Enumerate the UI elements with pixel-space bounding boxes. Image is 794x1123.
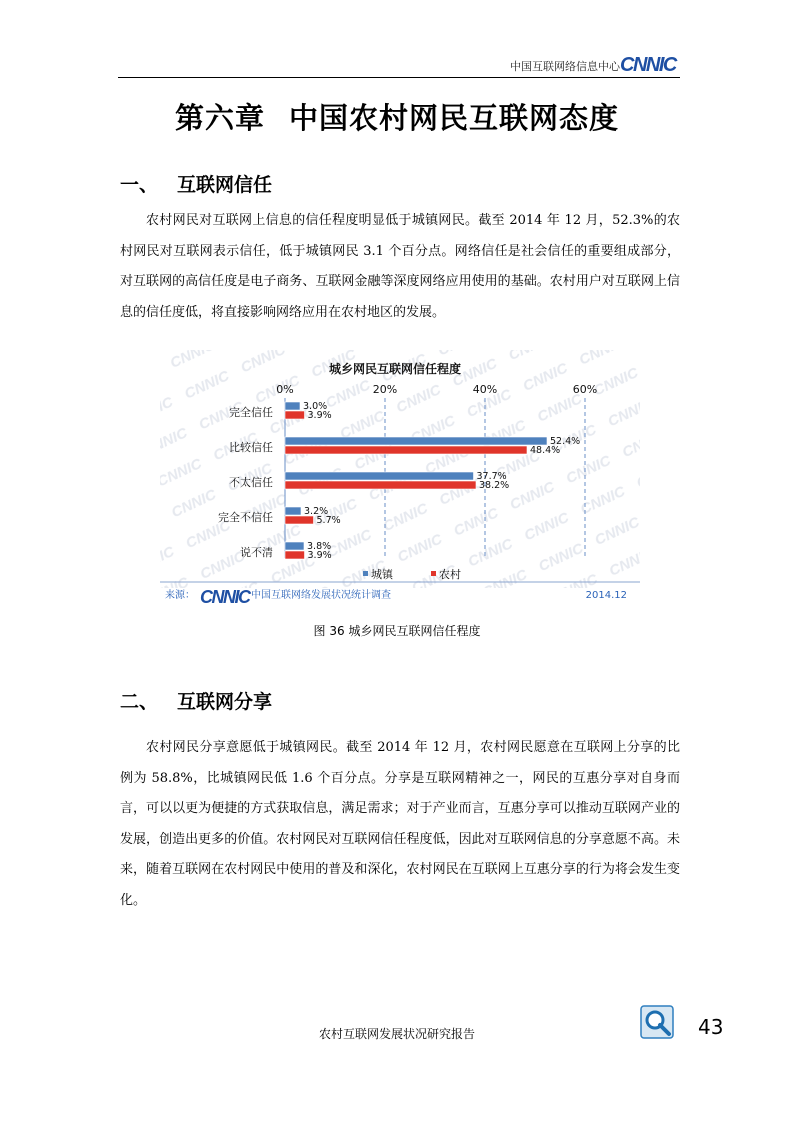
legend-label: 城镇: [371, 568, 393, 581]
data-label: 38.2%: [479, 480, 510, 491]
source-label: 来源：: [165, 590, 195, 601]
paragraph-trust: 农村网民对互联网上信息的信任程度明显低于城镇网民。截至 2014 年 12 月，52.3%的农村网民对互联网表示信任，低于城镇网民 3.1 个百分点。网络信任是社会信任的重要组成部分，对互联网的高信任度是电子商务、互联网金融等深度网络应用使用的基础。农村用户对互联网上信息的信任度低，将直接影响网络应用在农村地区的发展。: [120, 213, 680, 320]
data-label: 3.2%: [304, 506, 329, 517]
section-number: 一、: [120, 174, 159, 196]
source-cnnic-logo: CNNIC: [200, 587, 250, 607]
section-number: 二、: [120, 691, 159, 713]
legend-swatch-城镇: [363, 571, 368, 576]
bar-城镇: [285, 507, 301, 515]
bar-城镇: [285, 402, 300, 410]
x-tick-label: 60%: [572, 383, 598, 396]
x-tick-label: 20%: [372, 383, 398, 396]
chapter-number: 第六章: [174, 101, 265, 135]
footer-report-title: 农村互联网发展状况研究报告: [318, 1027, 475, 1041]
bar-农村: [285, 446, 527, 454]
category-label: 不太信任: [229, 476, 273, 489]
trust-chart: [160, 350, 640, 608]
cnnic-logo-text: CNNIC: [620, 54, 676, 74]
bar-农村: [285, 411, 305, 419]
bar-农村: [285, 516, 314, 524]
data-label: 3.0%: [303, 401, 328, 412]
chapter-title: [0, 96, 794, 137]
data-label: 3.8%: [307, 541, 332, 552]
report-magnifier-icon: [640, 1005, 674, 1039]
bar-城镇: [285, 472, 474, 480]
header-org-name: 中国互联网络信息中心: [510, 60, 620, 73]
trust-chart-svg: [160, 350, 640, 608]
section-heading-sharing: [120, 687, 272, 714]
x-tick-label: 0%: [276, 383, 294, 396]
page-number: 43: [698, 1015, 724, 1039]
chapter-name: 中国农村网民互联网态度: [289, 101, 620, 135]
source-survey-name: 中国互联网络发展状况统计调查: [251, 590, 391, 601]
chart-title: 城乡网民互联网信任程度: [328, 362, 462, 376]
data-label: 3.9%: [307, 410, 332, 421]
category-label: 说不清: [240, 546, 273, 559]
x-tick-label: 40%: [472, 383, 498, 396]
header-rule: [118, 77, 680, 78]
bar-农村: [285, 551, 305, 559]
category-label: 完全信任: [229, 406, 273, 419]
data-label: 37.7%: [476, 471, 507, 482]
bar-农村: [285, 481, 476, 489]
data-label: 5.7%: [316, 515, 341, 526]
section-heading-trust: [120, 170, 272, 197]
cnnic-logo: [620, 52, 680, 74]
section-title: 互联网信任: [177, 174, 273, 196]
watermark-background: [160, 350, 640, 588]
category-label: 比较信任: [229, 441, 273, 454]
bar-城镇: [285, 542, 304, 550]
data-label: 48.4%: [530, 445, 561, 456]
bar-城镇: [285, 437, 547, 445]
paragraph-sharing: 农村网民分享意愿低于城镇网民。截至 2014 年 12 月，农村网民愿意在互联网上分享的比例为 58.8%，比城镇网民低 1.6 个百分点。分享是互联网精神之一，网民的互惠分享对自身而言，可以以更为便捷的方式获取信息，满足需求；对于产业而言，互惠分享可以推动互联网产业的发展，创造出更多的价值。农村网民对互联网信任程度低，因此对互联网信息的分享意愿不高。未来，随着互联网在农村网民中使用的普及和深化，农村网民在互联网上互惠分享的行为将会发生变化。: [120, 740, 680, 908]
source-date: 2014.12: [585, 590, 627, 601]
section-title: 互联网分享: [177, 691, 273, 713]
category-label: 完全不信任: [218, 511, 273, 524]
legend-swatch-农村: [431, 571, 436, 576]
legend-label: 农村: [439, 568, 461, 581]
figure-caption: 图 36 城乡网民互联网信任程度: [313, 624, 481, 638]
data-label: 3.9%: [307, 550, 332, 561]
data-label: 52.4%: [550, 436, 581, 447]
